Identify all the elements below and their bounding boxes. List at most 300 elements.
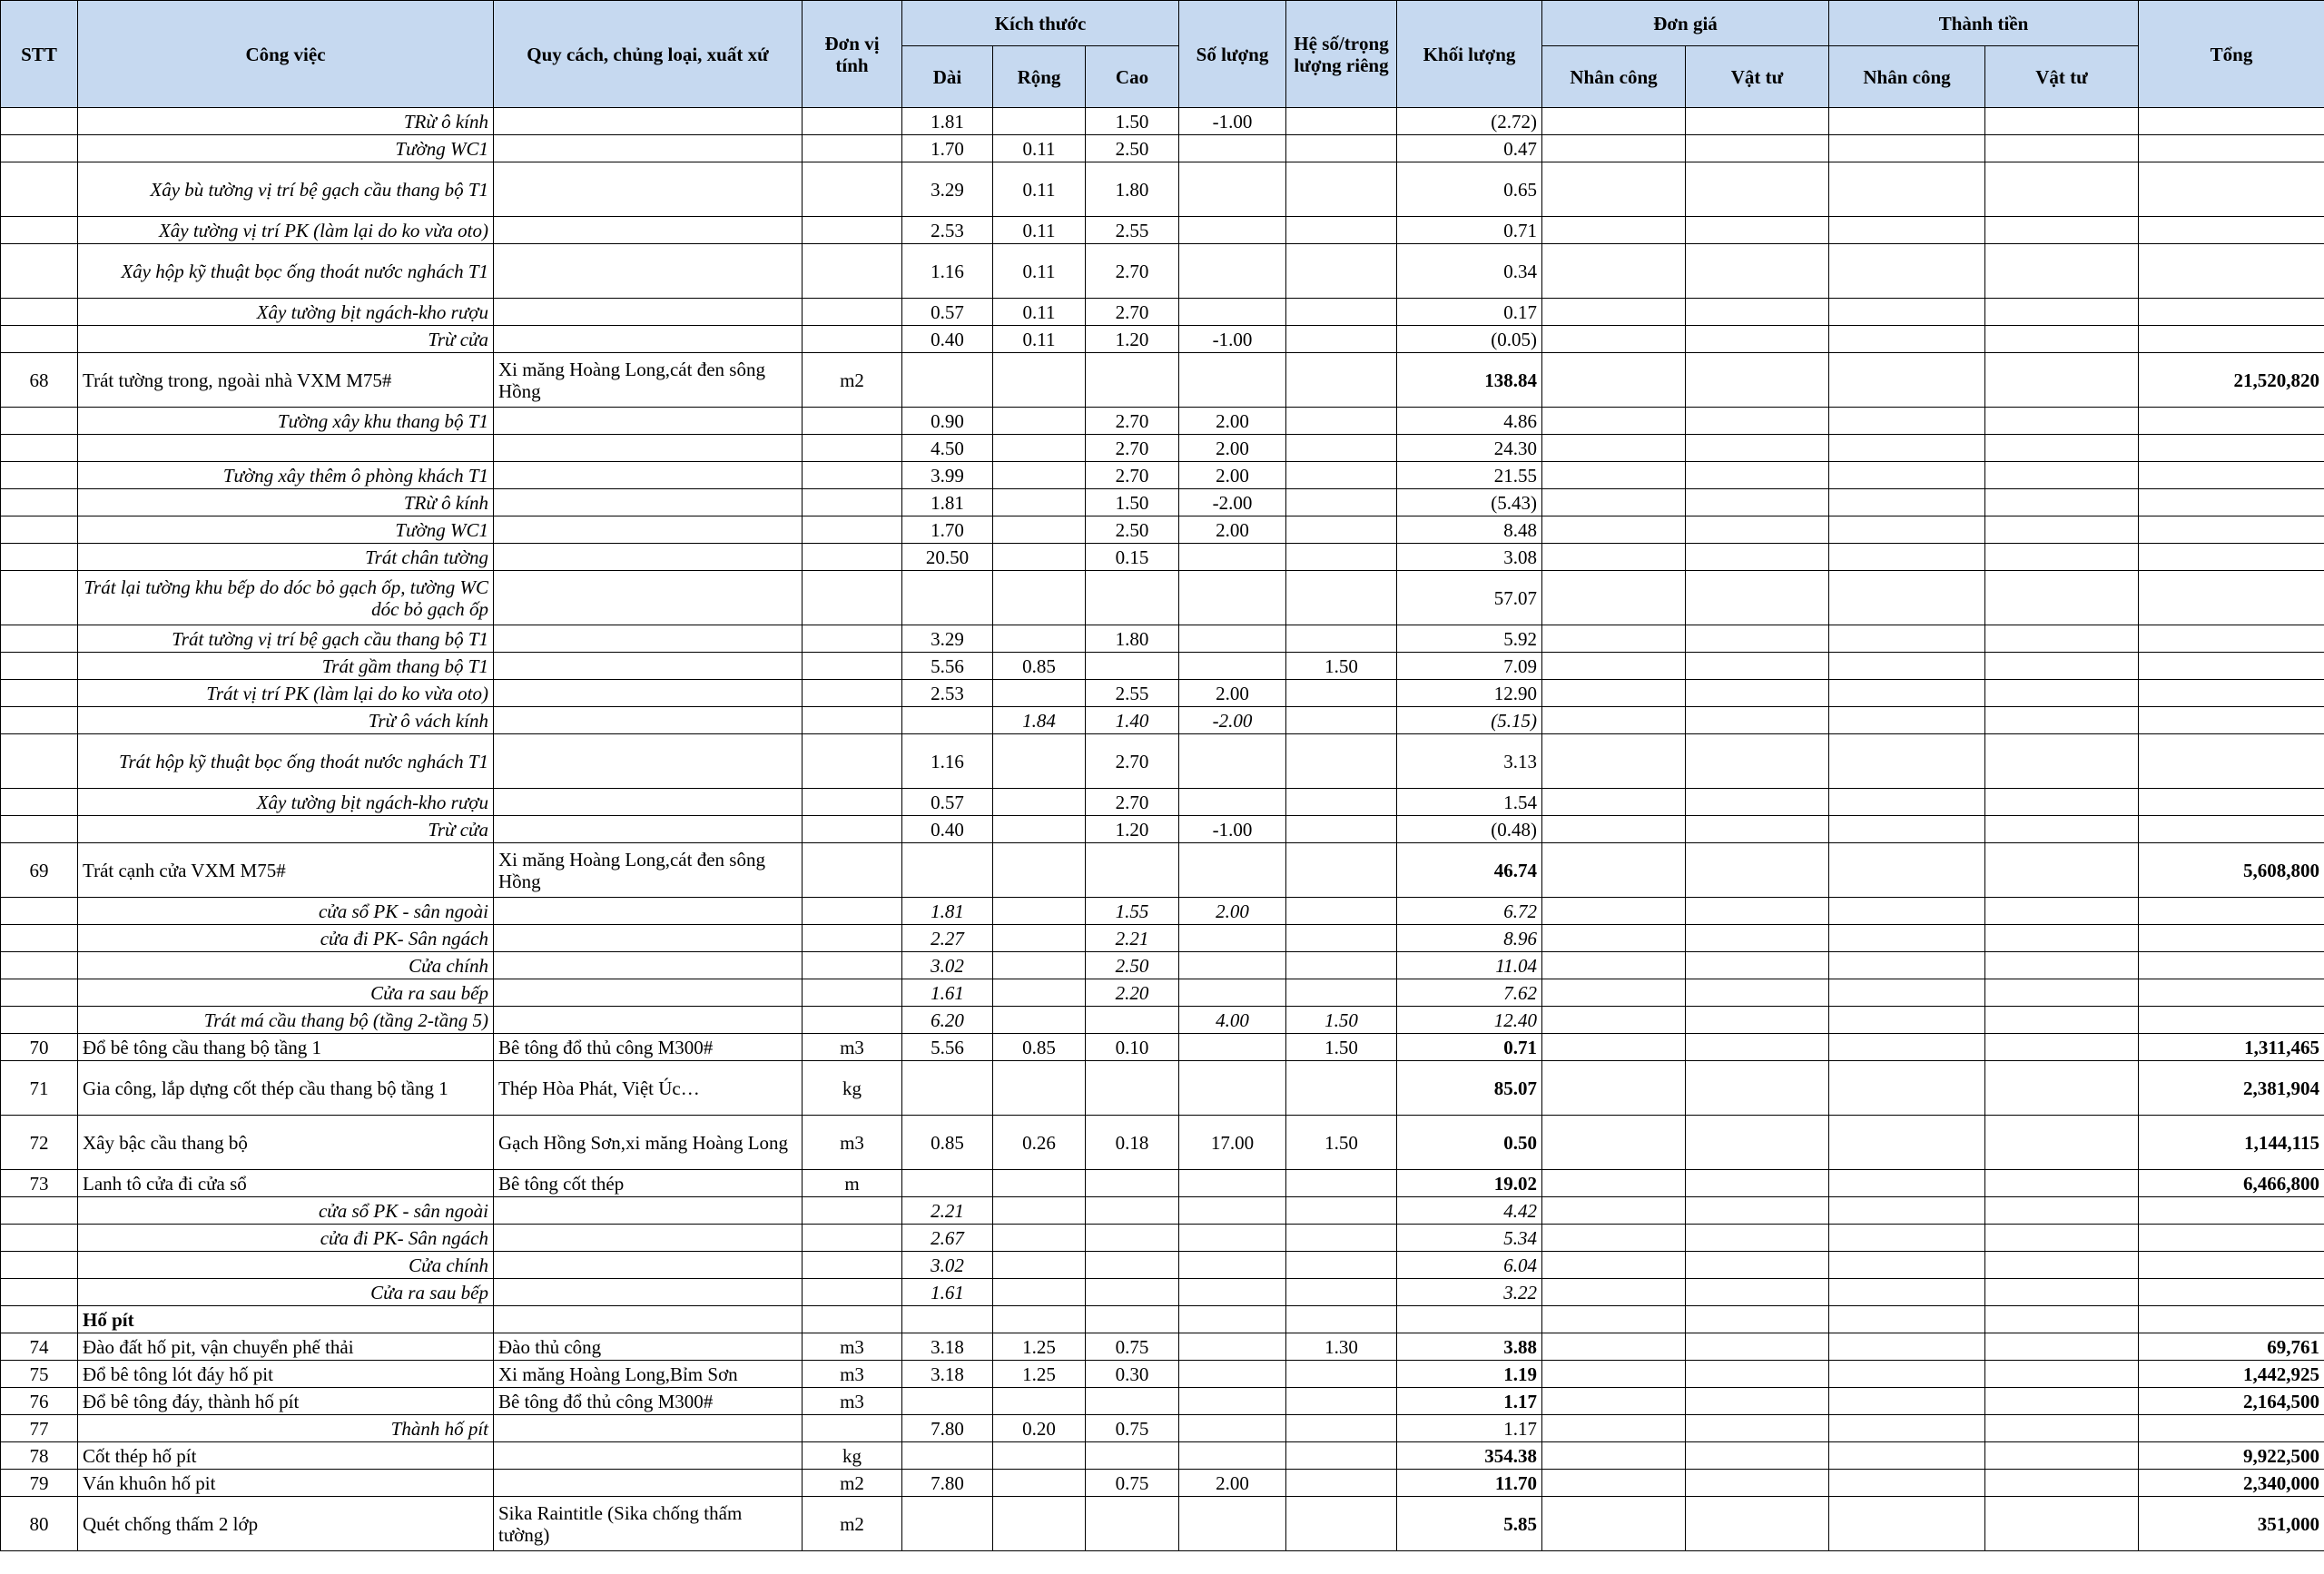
cell-so-luong	[1179, 1197, 1286, 1225]
cell-thanh-tien-nhan-cong	[1829, 1225, 1985, 1252]
cell-tong: 1,144,115	[2139, 1116, 2324, 1170]
cell-don-gia-nhan-cong	[1542, 1034, 1686, 1061]
cell-thanh-tien-vat-tu	[1985, 544, 2139, 571]
cell-unit: m	[803, 1170, 902, 1197]
cell-thanh-tien-vat-tu	[1985, 734, 2139, 789]
cell-stt	[1, 108, 78, 135]
cell-he-so	[1286, 1388, 1397, 1415]
cell-unit	[803, 680, 902, 707]
header-stt: STT	[1, 1, 78, 108]
cell-tong	[2139, 135, 2324, 162]
cell-spec	[494, 707, 803, 734]
cell-don-gia-vat-tu	[1686, 625, 1829, 653]
cell-unit	[803, 326, 902, 353]
cell-so-luong	[1179, 843, 1286, 898]
cell-unit: m2	[803, 353, 902, 408]
cell-thanh-tien-nhan-cong	[1829, 408, 1985, 435]
cell-khoi-luong: 4.42	[1397, 1197, 1542, 1225]
cell-don-gia-vat-tu	[1686, 789, 1829, 816]
table-row	[1, 544, 2324, 571]
cell-dai: 2.21	[902, 1197, 993, 1225]
cell-job: Trát tường vị trí bệ gạch cầu thang bộ T1	[78, 625, 494, 653]
cell-job: Đổ bê tông đáy, thành hố pít	[78, 1388, 494, 1415]
cell-tong: 2,381,904	[2139, 1061, 2324, 1116]
cell-he-so	[1286, 680, 1397, 707]
cell-unit	[803, 843, 902, 898]
cell-rong: 0.11	[993, 244, 1086, 299]
cell-thanh-tien-nhan-cong	[1829, 1061, 1985, 1116]
cell-thanh-tien-vat-tu	[1985, 516, 2139, 544]
cell-he-so: 1.50	[1286, 653, 1397, 680]
cell-don-gia-vat-tu	[1686, 435, 1829, 462]
cell-tong: 1,442,925	[2139, 1361, 2324, 1388]
cell-cao	[1086, 571, 1179, 625]
cell-cao	[1086, 1497, 1179, 1551]
cell-rong	[993, 1170, 1086, 1197]
table-row	[1, 435, 2324, 462]
cell-he-so	[1286, 462, 1397, 489]
cell-tong	[2139, 1007, 2324, 1034]
cell-stt	[1, 571, 78, 625]
cell-thanh-tien-nhan-cong	[1829, 1252, 1985, 1279]
cell-thanh-tien-nhan-cong	[1829, 653, 1985, 680]
cell-spec	[494, 299, 803, 326]
cell-thanh-tien-nhan-cong	[1829, 1333, 1985, 1361]
cell-stt: 69	[1, 843, 78, 898]
cell-unit: m3	[803, 1361, 902, 1388]
cell-so-luong: 17.00	[1179, 1116, 1286, 1170]
cell-he-so	[1286, 1361, 1397, 1388]
cell-dai: 1.81	[902, 108, 993, 135]
cell-he-so: 1.30	[1286, 1333, 1397, 1361]
cell-rong	[993, 979, 1086, 1007]
cell-tong	[2139, 680, 2324, 707]
cell-thanh-tien-vat-tu	[1985, 326, 2139, 353]
cell-spec	[494, 1225, 803, 1252]
table-row	[1, 489, 2324, 516]
table-row	[1, 408, 2324, 435]
cell-cao: 2.55	[1086, 680, 1179, 707]
cell-so-luong	[1179, 571, 1286, 625]
cell-thanh-tien-nhan-cong	[1829, 707, 1985, 734]
cell-cao: 2.70	[1086, 408, 1179, 435]
cell-cao: 2.70	[1086, 789, 1179, 816]
cell-job: Xây tường vị trí PK (làm lại do ko vừa oto)	[78, 217, 494, 244]
cell-khoi-luong: 0.17	[1397, 299, 1542, 326]
cell-rong	[993, 516, 1086, 544]
cell-job: Trừ ô vách kính	[78, 707, 494, 734]
cell-thanh-tien-nhan-cong	[1829, 625, 1985, 653]
cell-thanh-tien-nhan-cong	[1829, 1197, 1985, 1225]
cell-don-gia-vat-tu	[1686, 462, 1829, 489]
cell-he-so	[1286, 979, 1397, 1007]
cell-so-luong	[1179, 653, 1286, 680]
cell-stt	[1, 898, 78, 925]
cell-spec	[494, 1442, 803, 1470]
cell-dai	[902, 1497, 993, 1551]
cell-khoi-luong: 3.13	[1397, 734, 1542, 789]
cell-khoi-luong: 7.62	[1397, 979, 1542, 1007]
cell-unit	[803, 435, 902, 462]
cell-tong	[2139, 898, 2324, 925]
table-row	[1, 843, 2324, 898]
cell-thanh-tien-nhan-cong	[1829, 1442, 1985, 1470]
cell-dai: 1.81	[902, 489, 993, 516]
cell-spec: Gạch Hồng Sơn,xi măng Hoàng Long	[494, 1116, 803, 1170]
cell-he-so	[1286, 843, 1397, 898]
cell-unit	[803, 299, 902, 326]
table-row	[1, 1061, 2324, 1116]
cell-thanh-tien-vat-tu	[1985, 1388, 2139, 1415]
cell-thanh-tien-vat-tu	[1985, 244, 2139, 299]
cell-stt	[1, 489, 78, 516]
cell-thanh-tien-vat-tu	[1985, 1497, 2139, 1551]
cell-cao: 2.55	[1086, 217, 1179, 244]
cell-dai: 20.50	[902, 544, 993, 571]
cell-stt	[1, 979, 78, 1007]
cell-so-luong: 2.00	[1179, 408, 1286, 435]
cell-so-luong	[1179, 244, 1286, 299]
cell-rong	[993, 1007, 1086, 1034]
cell-stt	[1, 653, 78, 680]
cell-thanh-tien-nhan-cong	[1829, 680, 1985, 707]
cell-spec	[494, 435, 803, 462]
cell-rong	[993, 1252, 1086, 1279]
cell-tong	[2139, 625, 2324, 653]
table-row	[1, 244, 2324, 299]
cell-he-so	[1286, 489, 1397, 516]
table-row	[1, 979, 2324, 1007]
cell-thanh-tien-vat-tu	[1985, 653, 2139, 680]
cell-khoi-luong: 1.19	[1397, 1361, 1542, 1388]
cell-thanh-tien-nhan-cong	[1829, 462, 1985, 489]
cell-cao: 2.70	[1086, 435, 1179, 462]
cell-dai: 3.18	[902, 1361, 993, 1388]
cell-dai: 3.02	[902, 1252, 993, 1279]
cell-don-gia-nhan-cong	[1542, 1225, 1686, 1252]
cell-he-so	[1286, 162, 1397, 217]
header-thanh-tien-vat-tu: Vật tư	[1985, 46, 2139, 108]
cell-he-so	[1286, 544, 1397, 571]
cell-spec: Đào thủ công	[494, 1333, 803, 1361]
cell-stt	[1, 1197, 78, 1225]
cell-don-gia-vat-tu	[1686, 680, 1829, 707]
cell-thanh-tien-vat-tu	[1985, 1306, 2139, 1333]
cell-so-luong	[1179, 135, 1286, 162]
cell-stt	[1, 162, 78, 217]
cell-he-so	[1286, 1061, 1397, 1116]
cell-thanh-tien-vat-tu	[1985, 1034, 2139, 1061]
cell-job: Ván khuôn hố pit	[78, 1470, 494, 1497]
cell-job: Trừ cửa	[78, 326, 494, 353]
cell-so-luong	[1179, 1061, 1286, 1116]
cell-khoi-luong: 6.72	[1397, 898, 1542, 925]
cell-thanh-tien-vat-tu	[1985, 462, 2139, 489]
cell-khoi-luong: 8.48	[1397, 516, 1542, 544]
cell-don-gia-vat-tu	[1686, 1306, 1829, 1333]
cell-khoi-luong: (5.15)	[1397, 707, 1542, 734]
cell-he-so	[1286, 1225, 1397, 1252]
cell-so-luong	[1179, 1279, 1286, 1306]
cell-unit	[803, 489, 902, 516]
cell-dai: 1.61	[902, 979, 993, 1007]
cell-job: Gia công, lắp dựng cốt thép cầu thang bộ tầng 1	[78, 1061, 494, 1116]
cell-dai	[902, 571, 993, 625]
cell-khoi-luong: 0.71	[1397, 1034, 1542, 1061]
cell-job: Xây bậc cầu thang bộ	[78, 1116, 494, 1170]
cell-thanh-tien-vat-tu	[1985, 1007, 2139, 1034]
cell-spec	[494, 979, 803, 1007]
table-row	[1, 571, 2324, 625]
cell-dai: 3.02	[902, 952, 993, 979]
cell-rong	[993, 680, 1086, 707]
cell-don-gia-nhan-cong	[1542, 789, 1686, 816]
cell-thanh-tien-vat-tu	[1985, 1061, 2139, 1116]
table-row	[1, 1116, 2324, 1170]
cell-tong	[2139, 1415, 2324, 1442]
cell-job: Trát gầm thang bộ T1	[78, 653, 494, 680]
cell-spec	[494, 789, 803, 816]
cell-cao: 2.70	[1086, 299, 1179, 326]
cell-don-gia-nhan-cong	[1542, 1252, 1686, 1279]
cell-tong	[2139, 1306, 2324, 1333]
cell-unit	[803, 1415, 902, 1442]
cell-rong	[993, 1061, 1086, 1116]
cell-dai: 1.70	[902, 516, 993, 544]
cell-don-gia-nhan-cong	[1542, 952, 1686, 979]
cell-rong: 0.11	[993, 217, 1086, 244]
cell-khoi-luong: 6.04	[1397, 1252, 1542, 1279]
cell-tong: 2,340,000	[2139, 1470, 2324, 1497]
cell-job: Trừ cửa	[78, 816, 494, 843]
cell-spec: Xi măng Hoàng Long,Bỉm Sơn	[494, 1361, 803, 1388]
cell-thanh-tien-vat-tu	[1985, 789, 2139, 816]
table-row	[1, 1225, 2324, 1252]
cell-don-gia-vat-tu	[1686, 1061, 1829, 1116]
cell-spec: Xi măng Hoàng Long,cát đen sông Hồng	[494, 843, 803, 898]
cell-tong	[2139, 516, 2324, 544]
cell-don-gia-nhan-cong	[1542, 489, 1686, 516]
cell-don-gia-vat-tu	[1686, 898, 1829, 925]
cell-don-gia-nhan-cong	[1542, 135, 1686, 162]
cell-so-luong	[1179, 544, 1286, 571]
cell-so-luong	[1179, 217, 1286, 244]
cell-job: Xây bù tường vị trí bệ gạch cầu thang bộ T1	[78, 162, 494, 217]
cell-job: cửa đi PK- Sân ngách	[78, 1225, 494, 1252]
cell-don-gia-nhan-cong	[1542, 843, 1686, 898]
cell-so-luong	[1179, 1306, 1286, 1333]
cell-khoi-luong: (5.43)	[1397, 489, 1542, 516]
cell-don-gia-nhan-cong	[1542, 162, 1686, 217]
cell-he-so	[1286, 898, 1397, 925]
cell-dai	[902, 1442, 993, 1470]
cell-cao: 2.70	[1086, 734, 1179, 789]
cell-rong	[993, 571, 1086, 625]
cell-dai	[902, 1388, 993, 1415]
cell-dai: 3.29	[902, 162, 993, 217]
cell-thanh-tien-nhan-cong	[1829, 898, 1985, 925]
cell-tong	[2139, 734, 2324, 789]
cell-so-luong: -2.00	[1179, 707, 1286, 734]
cell-spec	[494, 408, 803, 435]
cell-cao: 0.75	[1086, 1333, 1179, 1361]
cell-stt	[1, 925, 78, 952]
cell-don-gia-vat-tu	[1686, 1388, 1829, 1415]
cell-he-so	[1286, 625, 1397, 653]
cell-tong	[2139, 789, 2324, 816]
cell-don-gia-nhan-cong	[1542, 108, 1686, 135]
cell-dai: 4.50	[902, 435, 993, 462]
cell-spec: Bê tông đổ thủ công M300#	[494, 1034, 803, 1061]
cell-rong: 1.84	[993, 707, 1086, 734]
cell-he-so	[1286, 1470, 1397, 1497]
cell-thanh-tien-nhan-cong	[1829, 326, 1985, 353]
cell-so-luong	[1179, 952, 1286, 979]
cell-stt: 76	[1, 1388, 78, 1415]
cell-dai: 1.16	[902, 244, 993, 299]
cell-spec	[494, 734, 803, 789]
cell-rong	[993, 1470, 1086, 1497]
cell-so-luong: 2.00	[1179, 462, 1286, 489]
cell-tong	[2139, 408, 2324, 435]
cell-don-gia-vat-tu	[1686, 1225, 1829, 1252]
cell-stt	[1, 1007, 78, 1034]
cell-he-so: 1.50	[1286, 1007, 1397, 1034]
cell-thanh-tien-nhan-cong	[1829, 571, 1985, 625]
cell-he-so	[1286, 353, 1397, 408]
cell-he-so	[1286, 816, 1397, 843]
cell-rong	[993, 1197, 1086, 1225]
cell-spec: Sika Raintitle (Sika chống thấm tường)	[494, 1497, 803, 1551]
cell-tong	[2139, 162, 2324, 217]
cell-cao: 1.55	[1086, 898, 1179, 925]
cell-he-so	[1286, 135, 1397, 162]
cell-don-gia-nhan-cong	[1542, 1388, 1686, 1415]
table-row	[1, 217, 2324, 244]
cell-tong: 6,466,800	[2139, 1170, 2324, 1197]
table-row	[1, 1170, 2324, 1197]
cell-cao: 0.10	[1086, 1034, 1179, 1061]
cell-don-gia-vat-tu	[1686, 734, 1829, 789]
cell-cao	[1086, 1007, 1179, 1034]
cell-khoi-luong: 19.02	[1397, 1170, 1542, 1197]
cell-don-gia-nhan-cong	[1542, 680, 1686, 707]
cell-tong	[2139, 571, 2324, 625]
cell-don-gia-nhan-cong	[1542, 979, 1686, 1007]
cell-thanh-tien-vat-tu	[1985, 353, 2139, 408]
table-header	[1, 1, 2324, 108]
cell-dai: 0.57	[902, 789, 993, 816]
cell-spec	[494, 625, 803, 653]
cell-job: Xây hộp kỹ thuật bọc ống thoát nước nghách T1	[78, 244, 494, 299]
cell-rong: 0.85	[993, 653, 1086, 680]
cell-cao	[1086, 1170, 1179, 1197]
cell-don-gia-vat-tu	[1686, 1252, 1829, 1279]
cell-thanh-tien-vat-tu	[1985, 299, 2139, 326]
cell-unit	[803, 516, 902, 544]
cell-cao	[1086, 353, 1179, 408]
cell-don-gia-vat-tu	[1686, 108, 1829, 135]
cell-khoi-luong: 85.07	[1397, 1061, 1542, 1116]
cell-he-so	[1286, 244, 1397, 299]
cell-dai: 2.53	[902, 680, 993, 707]
cell-don-gia-nhan-cong	[1542, 1197, 1686, 1225]
cell-cao: 2.70	[1086, 244, 1179, 299]
cell-cao: 0.15	[1086, 544, 1179, 571]
cell-don-gia-nhan-cong	[1542, 1279, 1686, 1306]
cell-khoi-luong: (2.72)	[1397, 108, 1542, 135]
cell-don-gia-nhan-cong	[1542, 1007, 1686, 1034]
cell-thanh-tien-nhan-cong	[1829, 516, 1985, 544]
cell-rong	[993, 816, 1086, 843]
cell-stt	[1, 544, 78, 571]
cell-tong	[2139, 1197, 2324, 1225]
cell-don-gia-nhan-cong	[1542, 244, 1686, 299]
cell-he-so	[1286, 408, 1397, 435]
table-row	[1, 1252, 2324, 1279]
cell-rong	[993, 108, 1086, 135]
cell-dai: 5.56	[902, 1034, 993, 1061]
cell-spec: Xi măng Hoàng Long,cát đen sông Hồng	[494, 353, 803, 408]
cell-khoi-luong: 354.38	[1397, 1442, 1542, 1470]
cell-job: cửa sổ PK - sân ngoài	[78, 898, 494, 925]
cell-so-luong	[1179, 1170, 1286, 1197]
cell-thanh-tien-nhan-cong	[1829, 734, 1985, 789]
cell-thanh-tien-vat-tu	[1985, 1197, 2139, 1225]
cell-he-so	[1286, 299, 1397, 326]
cell-so-luong	[1179, 1252, 1286, 1279]
cell-don-gia-nhan-cong	[1542, 1415, 1686, 1442]
cell-stt	[1, 952, 78, 979]
cell-he-so	[1286, 435, 1397, 462]
cell-so-luong	[1179, 1333, 1286, 1361]
cell-cao: 2.50	[1086, 135, 1179, 162]
cell-cao: 0.75	[1086, 1415, 1179, 1442]
cell-spec	[494, 1279, 803, 1306]
cell-thanh-tien-nhan-cong	[1829, 979, 1985, 1007]
cell-spec	[494, 162, 803, 217]
cell-unit	[803, 816, 902, 843]
cell-tong	[2139, 489, 2324, 516]
cell-spec	[494, 952, 803, 979]
cell-thanh-tien-nhan-cong	[1829, 217, 1985, 244]
cell-tong	[2139, 299, 2324, 326]
cell-tong	[2139, 326, 2324, 353]
cell-khoi-luong: 0.71	[1397, 217, 1542, 244]
cell-unit: kg	[803, 1442, 902, 1470]
cell-so-luong: 2.00	[1179, 1470, 1286, 1497]
cell-thanh-tien-nhan-cong	[1829, 925, 1985, 952]
cell-thanh-tien-vat-tu	[1985, 843, 2139, 898]
cell-don-gia-nhan-cong	[1542, 299, 1686, 326]
cell-rong	[993, 1442, 1086, 1470]
cell-unit	[803, 625, 902, 653]
cell-thanh-tien-nhan-cong	[1829, 299, 1985, 326]
cell-tong: 1,311,465	[2139, 1034, 2324, 1061]
cell-cao: 1.20	[1086, 326, 1179, 353]
cell-khoi-luong: 3.88	[1397, 1333, 1542, 1361]
cell-stt: 79	[1, 1470, 78, 1497]
cell-cao	[1086, 1306, 1179, 1333]
cell-tong: 9,922,500	[2139, 1442, 2324, 1470]
cell-job: cửa sổ PK - sân ngoài	[78, 1197, 494, 1225]
cell-thanh-tien-nhan-cong	[1829, 952, 1985, 979]
cell-don-gia-vat-tu	[1686, 135, 1829, 162]
table-row	[1, 1497, 2324, 1551]
cell-spec	[494, 516, 803, 544]
cell-job: Hố pít	[78, 1306, 494, 1333]
cell-spec	[494, 1415, 803, 1442]
